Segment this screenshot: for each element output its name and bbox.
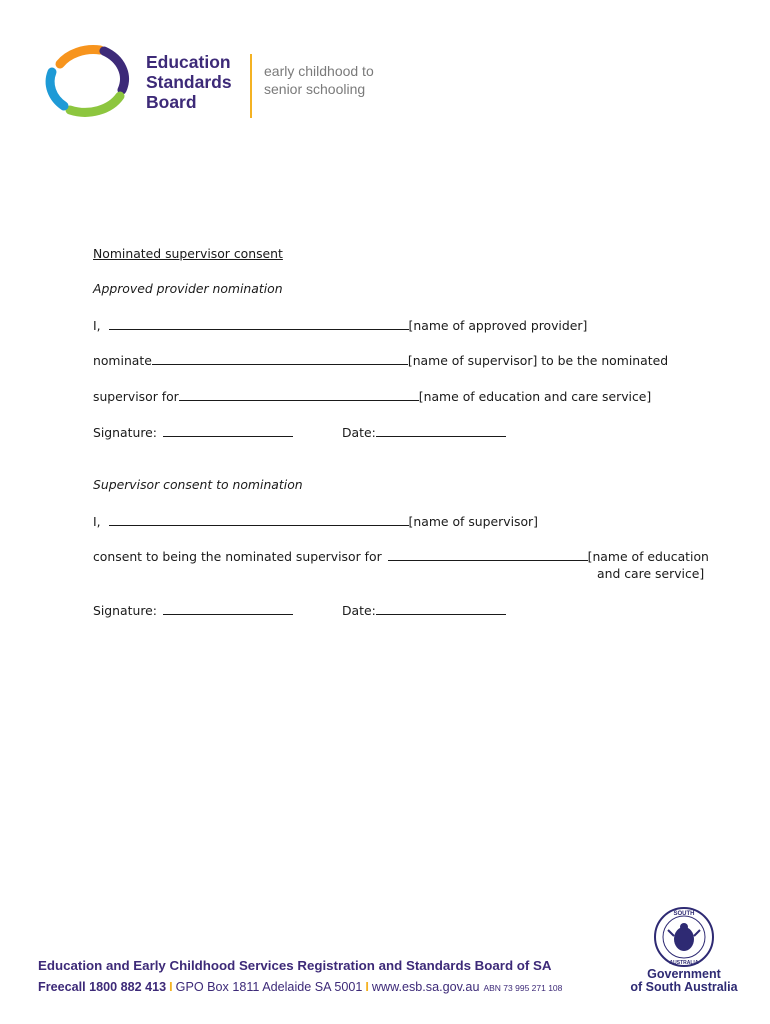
esb-tagline: early childhood to senior schooling <box>264 63 374 97</box>
date-row-2: Date: <box>342 602 506 619</box>
consent-supervisor-name-field[interactable] <box>109 513 409 526</box>
signature-field-2[interactable] <box>163 602 293 615</box>
footer-freecall: Freecall 1800 882 413 <box>38 980 167 994</box>
signature-field-1[interactable] <box>163 424 293 437</box>
nominate-line: nominate [name of supervisor] to be the nominated <box>93 353 669 368</box>
supervisor-name-field[interactable] <box>152 352 408 365</box>
footer-organisation: Education and Early Childhood Services Registration and Standards Board of SA <box>38 958 552 973</box>
footer-website[interactable]: www.esb.sa.gov.au <box>371 980 480 994</box>
consent-service-name-field[interactable] <box>388 548 588 561</box>
svg-text:SOUTH: SOUTH <box>673 911 695 917</box>
sa-government-seal-icon <box>652 906 716 968</box>
section-supervisor-consent-title: Supervisor consent to nomination <box>93 477 303 492</box>
signature-row-1: Signature: <box>93 424 293 441</box>
consent-line: consent to being the nominated supervisor for [name of education <box>93 549 709 564</box>
service-name-field[interactable] <box>179 388 419 401</box>
supervisor-consent-line: I, [name of supervisor] <box>93 514 538 529</box>
footer-separator: I <box>169 980 173 994</box>
consent-line-continued: and care service] <box>597 566 705 581</box>
date-field-2[interactable] <box>376 602 506 615</box>
approved-provider-name-field[interactable] <box>109 317 409 330</box>
date-field-1[interactable] <box>376 424 506 437</box>
esb-ring-icon <box>40 42 132 118</box>
form-title: Nominated supervisor consent <box>93 246 283 261</box>
svg-text:AUSTRALIA: AUSTRALIA <box>669 960 699 966</box>
date-row-1: Date: <box>342 424 506 441</box>
footer-separator: I <box>365 980 369 994</box>
footer-abn: ABN 73 995 271 108 <box>483 983 563 993</box>
esb-wordmark: Education Standards Board <box>146 52 232 112</box>
signature-row-2: Signature: <box>93 602 293 619</box>
supervisor-for-line: supervisor for [name of education and care service] <box>93 389 652 404</box>
section-approved-provider-title: Approved provider nomination <box>93 281 283 296</box>
footer-contact <box>38 980 562 994</box>
sa-government-wordmark: Government of South Australia <box>630 967 738 994</box>
footer-address: GPO Box 1811 Adelaide SA 5001 <box>175 980 363 994</box>
approved-provider-line: I, [name of approved provider] <box>93 318 588 333</box>
logo-divider <box>250 54 252 118</box>
esb-logo <box>40 40 400 120</box>
